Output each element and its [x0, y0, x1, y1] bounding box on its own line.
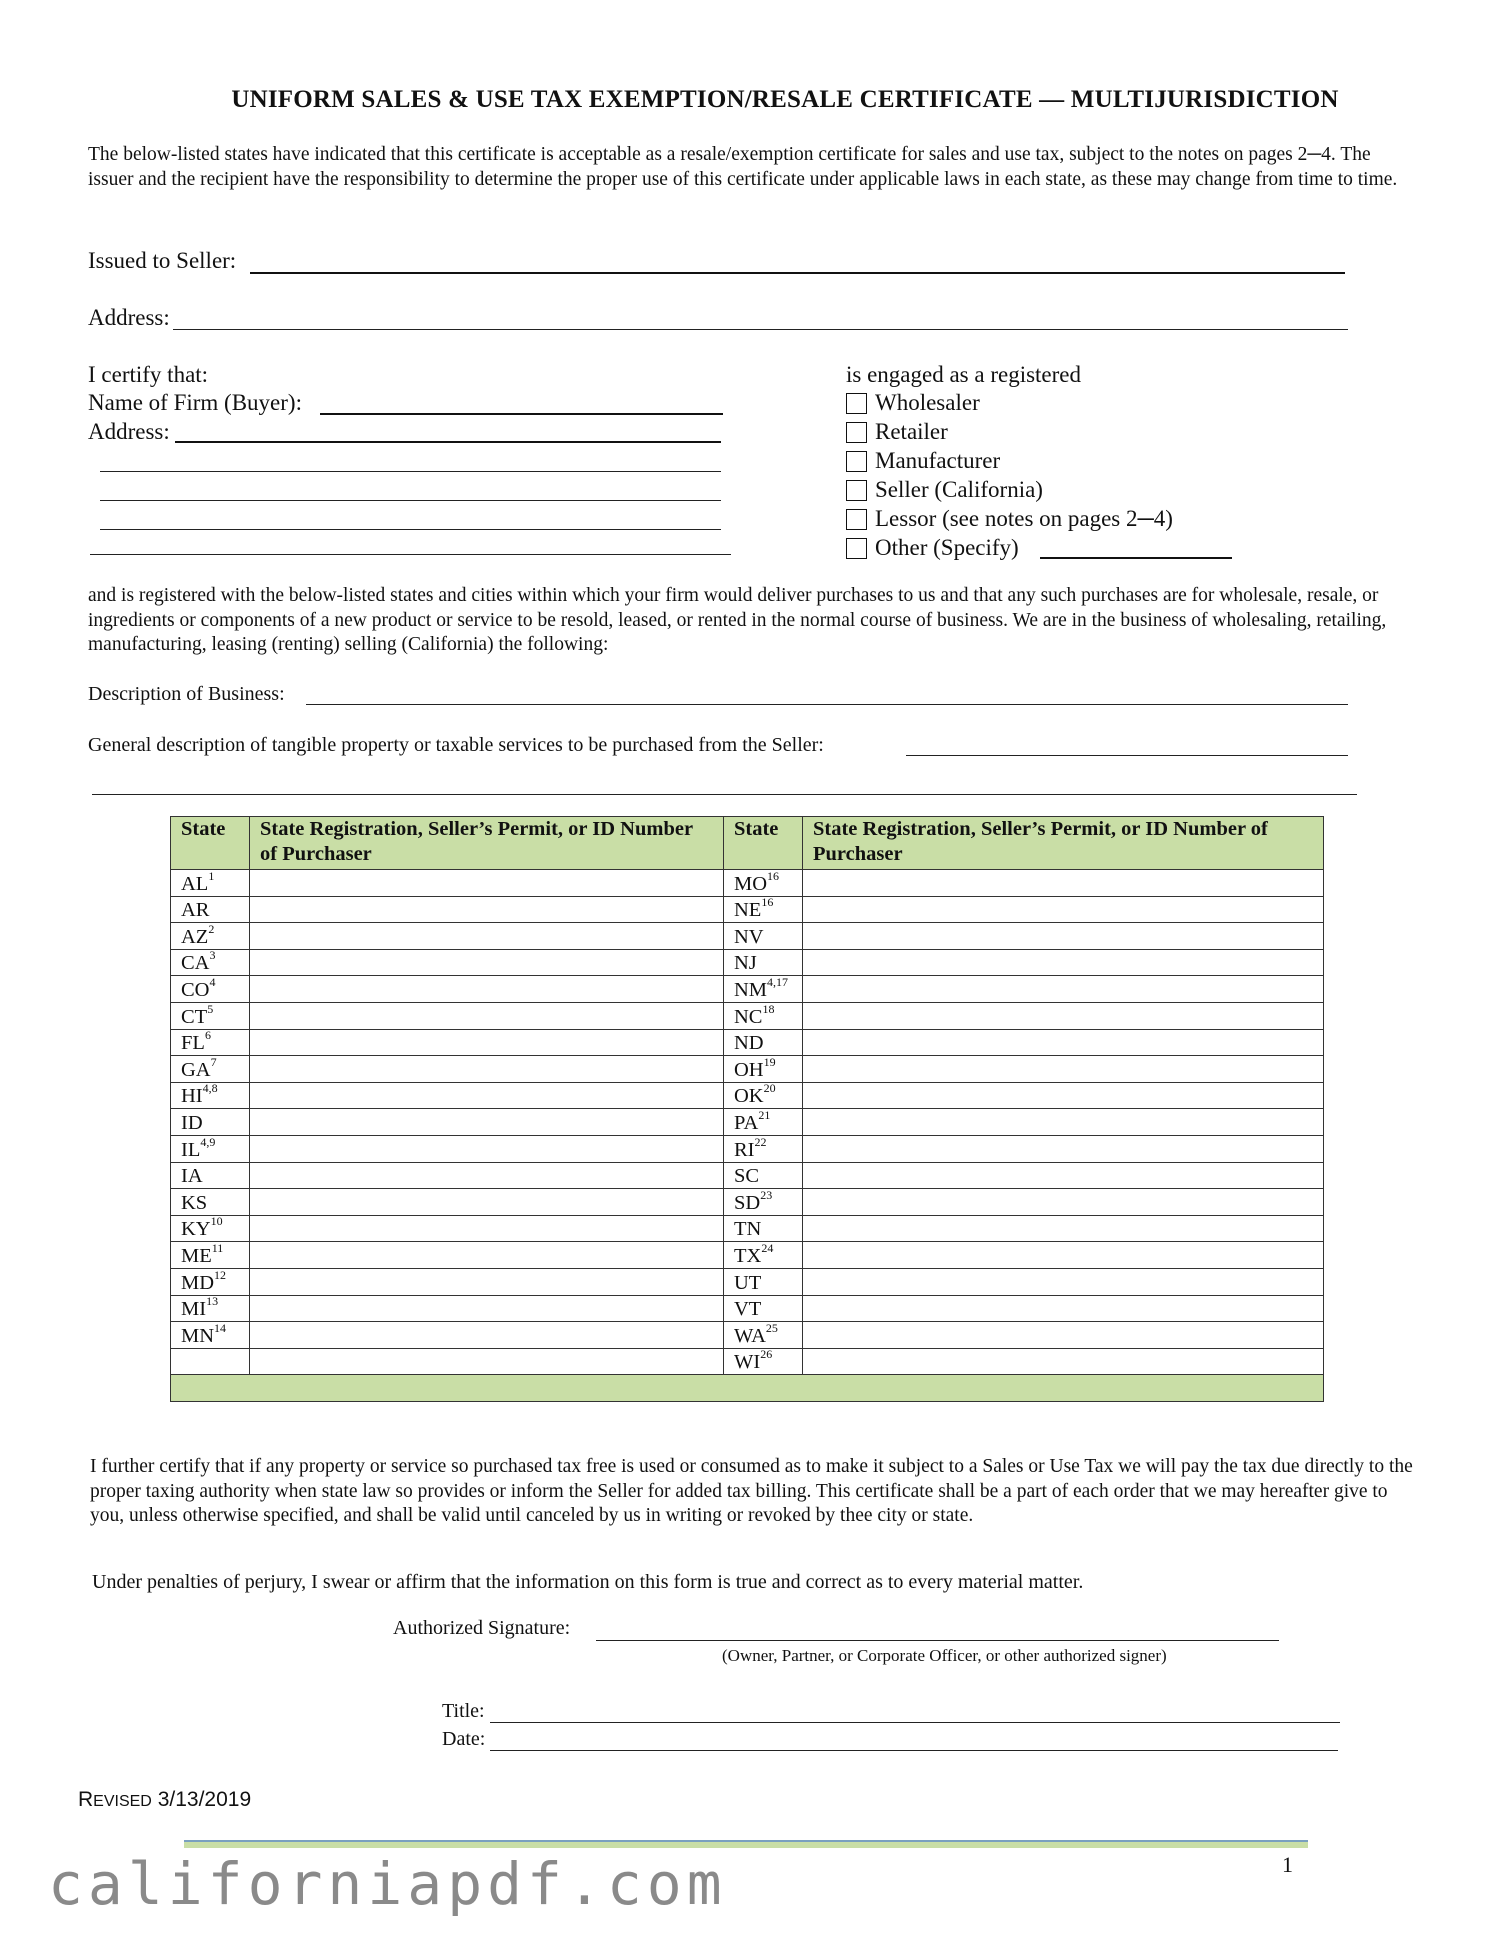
intro-paragraph: The below-listed states have indicated that this certificate is acceptable as a resale/exemption certificate for sales and use tax, subject to the notes on pages 2─4. The issuer and the recipient have the responsibility to determine the proper use of this certificate under applicable laws in each state, as these may change from time to time.	[88, 144, 1398, 190]
buyer-address-label: Address:	[88, 419, 170, 444]
registration-field-left[interactable]	[250, 1322, 724, 1349]
state-code: ME	[181, 1244, 212, 1267]
state-footnote: 13	[206, 1294, 219, 1309]
checkbox-box[interactable]	[846, 480, 867, 501]
state-right	[724, 1082, 803, 1109]
registration-field-left[interactable]	[250, 1082, 724, 1109]
revised-date	[78, 1788, 251, 1812]
registration-paragraph: and is registered with the below-listed states and cities within which your firm would deliver purchases to us and that any such purchases are for wholesale, resale, or ingredients or components of a new product or service to be resold, leased, or rented in the normal course of business. We are in the business of wholesaling, retailing, manufacturing, leasing (renting) selling (California) the following:	[88, 585, 1387, 655]
state-left	[171, 896, 250, 923]
table-footer-row	[171, 1375, 1324, 1402]
table-row	[171, 1002, 1324, 1029]
checkbox-label: Other (Specify)	[875, 535, 1019, 560]
registration-field-left[interactable]	[250, 976, 724, 1003]
registration-field-left[interactable]	[250, 1242, 724, 1269]
state-right	[724, 1295, 803, 1322]
state-left	[171, 1215, 250, 1242]
checkbox-lessor[interactable]	[846, 506, 1173, 532]
state-footnote: 24	[761, 1240, 774, 1255]
state-footnote: 12	[214, 1267, 227, 1282]
registration-field-left[interactable]	[250, 1162, 724, 1189]
table-row	[171, 1082, 1324, 1109]
registration-field-left[interactable]	[250, 896, 724, 923]
state-footnote: 21	[758, 1107, 771, 1122]
state-footnote: 1	[208, 868, 215, 883]
state-right	[724, 1162, 803, 1189]
registration-field-left[interactable]	[250, 870, 724, 897]
state-code: IL	[181, 1138, 201, 1161]
state-right	[724, 949, 803, 976]
state-footnote: 16	[761, 895, 774, 910]
state-code: NJ	[734, 952, 757, 975]
state-left	[171, 1135, 250, 1162]
state-right	[724, 1056, 803, 1083]
state-left	[171, 1189, 250, 1216]
state-left	[171, 1056, 250, 1083]
buyer-address-field-5[interactable]	[90, 554, 731, 555]
table-row	[171, 896, 1324, 923]
state-code: TN	[734, 1218, 762, 1241]
state-code: OK	[734, 1085, 764, 1108]
table-row	[171, 976, 1324, 1003]
registration-field-right[interactable]	[803, 870, 1324, 897]
state-code: IA	[181, 1165, 203, 1188]
registration-field-left[interactable]	[250, 1189, 724, 1216]
state-footnote: 16	[767, 868, 780, 883]
state-code: NM	[734, 978, 768, 1001]
state-code: KY	[181, 1218, 211, 1241]
checkbox-box[interactable]	[846, 451, 867, 472]
state-footnote: 25	[765, 1320, 778, 1335]
date-field[interactable]	[490, 1750, 1338, 1751]
table-row	[171, 1189, 1324, 1216]
state-footnote: 4,17	[767, 974, 789, 989]
header-state-right: State	[724, 817, 803, 870]
state-left	[171, 976, 250, 1003]
state-right	[724, 1029, 803, 1056]
state-footnote: 19	[763, 1054, 776, 1069]
header-state-left: State	[171, 817, 250, 870]
state-footnote: 11	[211, 1240, 224, 1255]
table-header-row	[171, 817, 1324, 870]
state-footnote: 7	[210, 1054, 217, 1069]
general-description-label: General description of tangible property or taxable services to be purchased from the Seller:	[88, 734, 824, 756]
state-footnote: 18	[762, 1001, 775, 1016]
checkbox-manufacturer[interactable]	[846, 448, 1000, 474]
general-description-field-1[interactable]	[906, 755, 1348, 756]
checkbox-box[interactable]	[846, 393, 867, 414]
firm-name-label: Name of Firm (Buyer):	[88, 390, 302, 415]
table-row	[171, 949, 1324, 976]
perjury-statement: Under penalties of perjury, I swear or affirm that the information on this form is true and correct as to every material matter.	[92, 1571, 1084, 1593]
state-code: NC	[734, 1005, 763, 1028]
issued-to-seller-field[interactable]	[250, 272, 1345, 274]
state-code: MN	[181, 1324, 215, 1347]
revised-date-value: 3/13/2019	[157, 1788, 252, 1811]
buyer-address-field-4[interactable]	[100, 529, 721, 530]
table-row	[171, 1162, 1324, 1189]
state-code: RI	[734, 1138, 755, 1161]
state-left	[171, 1295, 250, 1322]
buyer-address-field-2[interactable]	[100, 471, 721, 472]
state-left	[171, 1242, 250, 1269]
state-code: VT	[734, 1298, 762, 1321]
header-registration-right: State Registration, Seller’s Permit, or ID Number of Purchaser	[803, 817, 1324, 870]
issued-to-seller-label: Issued to Seller:	[88, 248, 237, 273]
state-right	[724, 1135, 803, 1162]
registration-field-left[interactable]	[250, 1348, 724, 1375]
state-code: TX	[734, 1244, 762, 1267]
state-code: MO	[734, 872, 768, 895]
state-left	[171, 1082, 250, 1109]
registration-field-right[interactable]	[803, 1162, 1324, 1189]
watermark: californiapdf.com	[48, 1850, 727, 1918]
state-left	[171, 923, 250, 950]
registration-field-right[interactable]	[803, 1215, 1324, 1242]
checkbox-other[interactable]	[846, 535, 1019, 561]
registration-field-left[interactable]	[250, 1109, 724, 1136]
registration-field-left[interactable]	[250, 1002, 724, 1029]
checkbox-label: Retailer	[875, 419, 948, 444]
state-code: CT	[181, 1005, 208, 1028]
state-code: CO	[181, 978, 210, 1001]
further-certify-paragraph: I further certify that if any property or service so purchased tax free is used or consumed as to make it subject to a Sales or Use Tax we will pay the tax due directly to the proper taxing authority when state law so provides or inform the Seller for added tax billing. This certificate shall be a part of each order that we may hereafter give to you, unless otherwise specified, and shall be valid until canceled by us in writing or revoked by thee city or state.	[90, 1456, 1413, 1526]
checkbox-wholesaler[interactable]	[846, 390, 980, 416]
checkbox-label: Wholesaler	[875, 390, 980, 415]
state-registration-table	[170, 816, 1324, 1402]
table-row	[171, 1295, 1324, 1322]
state-left	[171, 1162, 250, 1189]
buyer-address-field-1[interactable]	[175, 441, 721, 443]
table-row	[171, 1029, 1324, 1056]
page-number: 1	[1282, 1852, 1293, 1877]
state-left	[171, 949, 250, 976]
state-footnote: 4,9	[200, 1134, 216, 1149]
state-code: ND	[734, 1032, 764, 1055]
table-row	[171, 1322, 1324, 1349]
checkbox-seller-california[interactable]	[846, 477, 1043, 503]
registration-field-right[interactable]	[803, 1082, 1324, 1109]
state-right	[724, 896, 803, 923]
state-right	[724, 870, 803, 897]
registration-field-right[interactable]	[803, 1268, 1324, 1295]
buyer-address-field-3[interactable]	[100, 500, 721, 501]
registration-field-left[interactable]	[250, 949, 724, 976]
table-footer-band	[171, 1375, 1324, 1402]
revised-prefix: R	[78, 1788, 94, 1811]
registration-field-left[interactable]	[250, 1215, 724, 1242]
state-code: OH	[734, 1058, 764, 1081]
registration-field-right[interactable]	[803, 1135, 1324, 1162]
registration-field-right[interactable]	[803, 1109, 1324, 1136]
other-specify-field[interactable]	[1040, 557, 1232, 559]
state-right	[724, 1268, 803, 1295]
state-left	[171, 870, 250, 897]
table-row	[171, 923, 1324, 950]
table-row	[171, 870, 1324, 897]
state-code: UT	[734, 1271, 762, 1294]
state-code: MD	[181, 1271, 215, 1294]
state-footnote: 3	[209, 948, 216, 963]
registration-field-right[interactable]	[803, 1029, 1324, 1056]
date-label: Date:	[442, 1728, 486, 1750]
state-right	[724, 1109, 803, 1136]
state-code: GA	[181, 1058, 211, 1081]
state-left	[171, 1109, 250, 1136]
revised-small-caps: EVISED	[93, 1793, 152, 1810]
registration-field-left[interactable]	[250, 1029, 724, 1056]
registration-field-left[interactable]	[250, 1295, 724, 1322]
checkbox-box[interactable]	[846, 509, 867, 530]
registration-field-right[interactable]	[803, 976, 1324, 1003]
authorized-signature-label: Authorized Signature:	[393, 1617, 571, 1639]
registration-field-right[interactable]	[803, 1348, 1324, 1375]
title-field[interactable]	[490, 1722, 1340, 1723]
form-title: UNIFORM SALES & USE TAX EXEMPTION/RESALE CERTIFICATE — MULTIJURISDICTION	[231, 86, 1339, 113]
general-description-field-2[interactable]	[92, 794, 1357, 795]
state-code: CA	[181, 952, 210, 975]
state-footnote: 4,8	[202, 1081, 218, 1096]
state-code: AL	[181, 872, 209, 895]
registration-field-right[interactable]	[803, 1002, 1324, 1029]
state-footnote: 2	[208, 921, 215, 936]
registration-field-right[interactable]	[803, 1322, 1324, 1349]
table-row	[171, 1056, 1324, 1083]
table-row	[171, 1348, 1324, 1375]
state-left	[171, 1348, 250, 1375]
registration-field-right[interactable]	[803, 949, 1324, 976]
state-code: AZ	[181, 925, 209, 948]
state-code: WI	[734, 1351, 761, 1374]
seller-address-field[interactable]	[173, 329, 1348, 330]
state-code: FL	[181, 1032, 205, 1055]
state-right	[724, 923, 803, 950]
state-right	[724, 976, 803, 1003]
state-left	[171, 1322, 250, 1349]
description-of-business-field[interactable]	[306, 704, 1348, 705]
state-footnote: 26	[760, 1347, 773, 1362]
state-left	[171, 1002, 250, 1029]
firm-name-field[interactable]	[320, 413, 723, 415]
state-right	[724, 1322, 803, 1349]
state-code: NV	[734, 925, 764, 948]
checkbox-label: Manufacturer	[875, 448, 1001, 473]
table-row	[171, 1242, 1324, 1269]
registration-field-right[interactable]	[803, 896, 1324, 923]
registration-field-right[interactable]	[803, 1056, 1324, 1083]
title-label: Title:	[442, 1700, 485, 1722]
registration-field-left[interactable]	[250, 923, 724, 950]
state-right	[724, 1348, 803, 1375]
checkbox-retailer[interactable]	[846, 419, 948, 445]
registration-field-left[interactable]	[250, 1056, 724, 1083]
registration-field-right[interactable]	[803, 1189, 1324, 1216]
signature-note: (Owner, Partner, or Corporate Officer, or other authorized signer)	[722, 1646, 1167, 1665]
registration-field-right[interactable]	[803, 1242, 1324, 1269]
state-code: PA	[734, 1111, 759, 1134]
state-footnote: 20	[763, 1081, 776, 1096]
state-footnote: 10	[210, 1214, 223, 1229]
engaged-label: is engaged as a registered	[846, 362, 1082, 387]
header-registration-left: State Registration, Seller’s Permit, or ID Number of Purchaser	[250, 817, 724, 870]
state-footnote: 23	[760, 1187, 773, 1202]
registration-field-right[interactable]	[803, 923, 1324, 950]
table-row	[171, 1109, 1324, 1136]
state-code: SC	[734, 1165, 760, 1188]
state-code: HI	[181, 1085, 203, 1108]
checkbox-box[interactable]	[846, 422, 867, 443]
state-code: AR	[181, 899, 210, 922]
state-left	[171, 1029, 250, 1056]
checkbox-label: Seller (California)	[875, 477, 1043, 502]
state-footnote: 22	[754, 1134, 767, 1149]
table-row	[171, 1268, 1324, 1295]
checkbox-label: Lessor (see notes on pages 2─4)	[875, 506, 1173, 531]
registration-field-left[interactable]	[250, 1135, 724, 1162]
state-code: ID	[181, 1111, 203, 1134]
state-code: KS	[181, 1191, 208, 1214]
state-right	[724, 1215, 803, 1242]
certify-label: I certify that:	[88, 362, 209, 387]
state-left	[171, 1268, 250, 1295]
state-code: NE	[734, 899, 762, 922]
state-code: SD	[734, 1191, 761, 1214]
state-right	[724, 1242, 803, 1269]
table-row	[171, 1215, 1324, 1242]
state-footnote: 14	[214, 1320, 227, 1335]
state-code: WA	[734, 1324, 766, 1347]
state-footnote: 4	[209, 974, 216, 989]
state-footnote: 5	[207, 1001, 214, 1016]
seller-address-label: Address:	[88, 305, 170, 330]
registration-field-right[interactable]	[803, 1295, 1324, 1322]
authorized-signature-field[interactable]	[596, 1640, 1279, 1641]
state-code: MI	[181, 1298, 207, 1321]
table-row	[171, 1135, 1324, 1162]
state-footnote: 6	[204, 1028, 211, 1043]
registration-field-left[interactable]	[250, 1268, 724, 1295]
state-right	[724, 1002, 803, 1029]
description-of-business-label: Description of Business:	[88, 683, 285, 705]
checkbox-box[interactable]	[846, 538, 867, 559]
state-right	[724, 1189, 803, 1216]
footer-bar	[184, 1840, 1308, 1848]
